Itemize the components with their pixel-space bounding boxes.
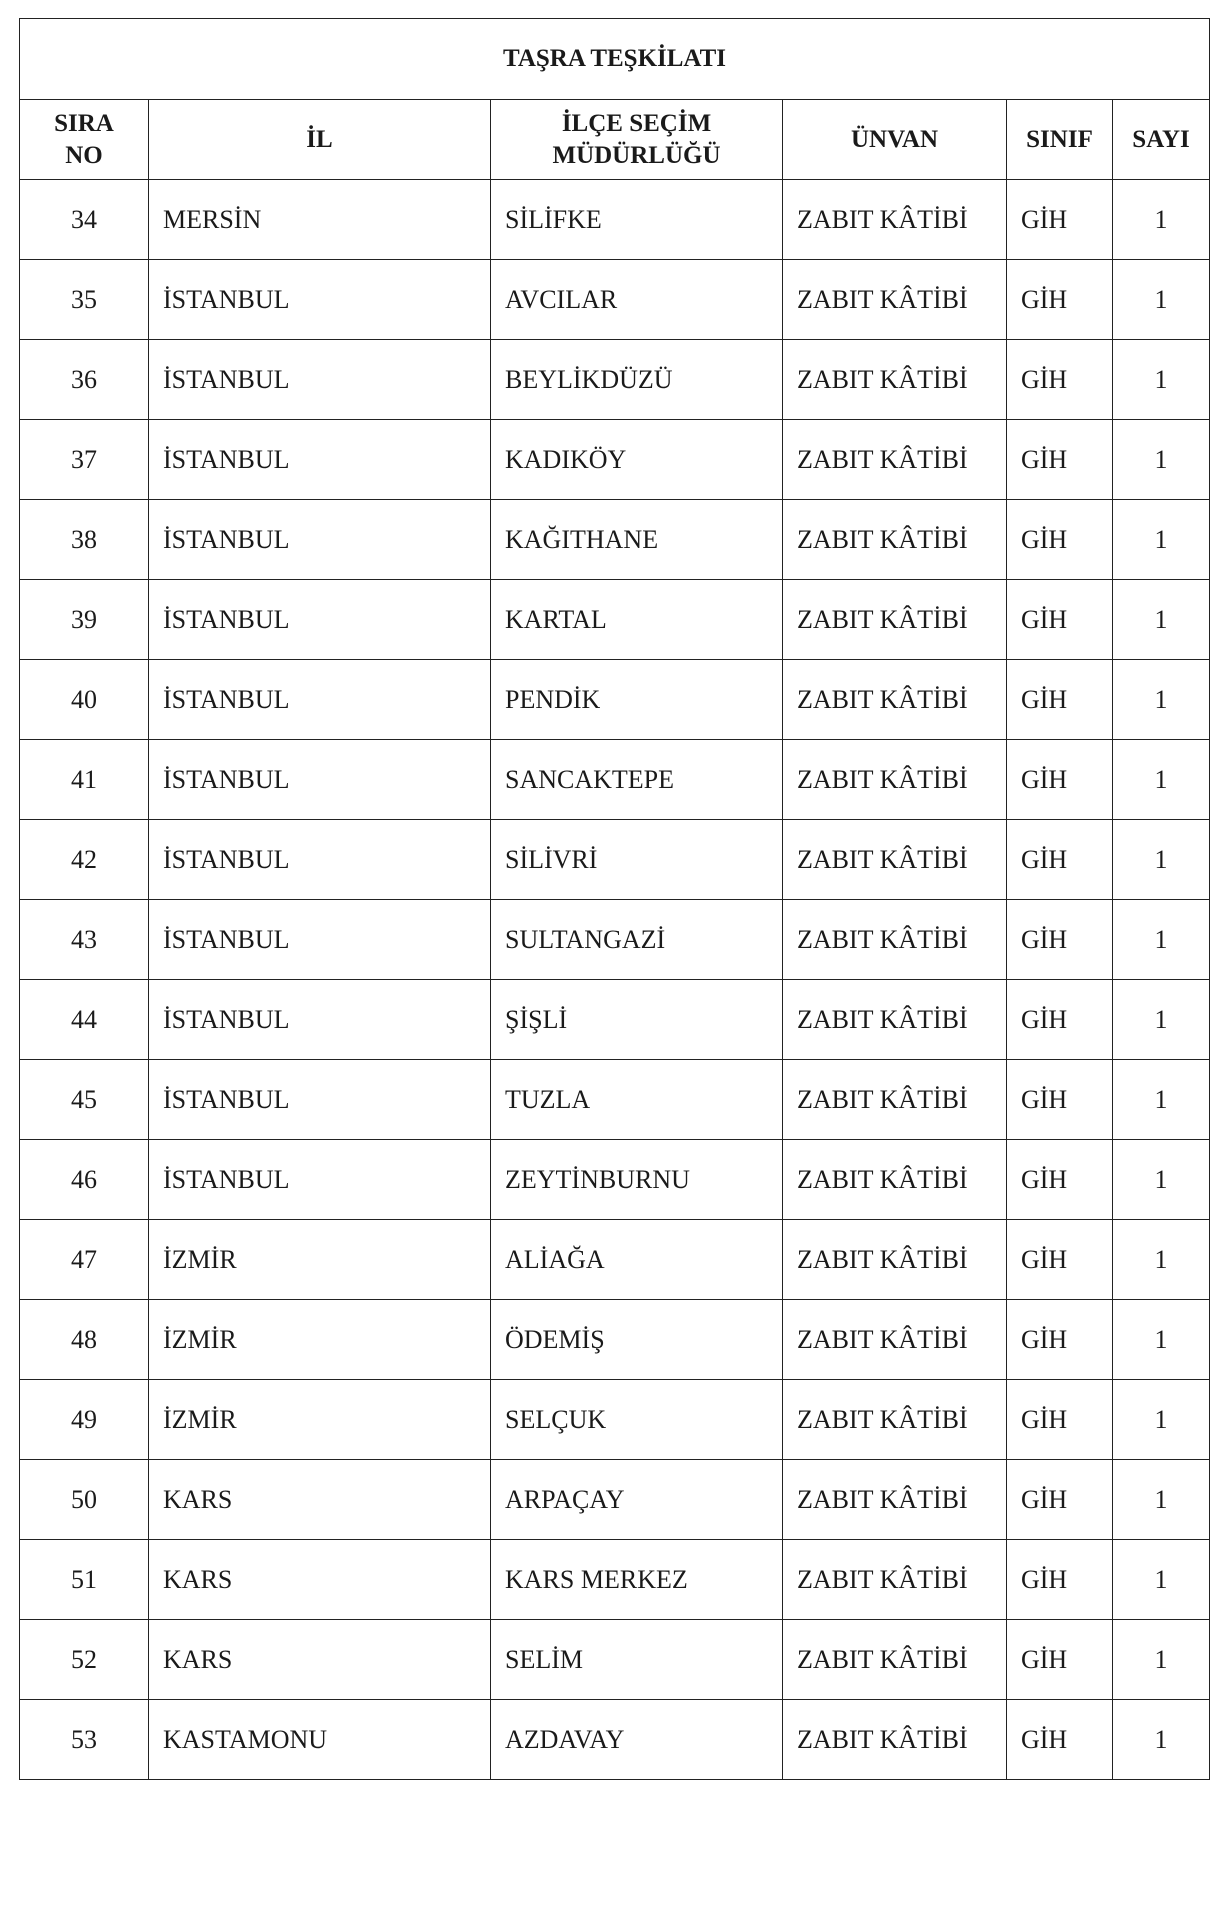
cell-sira-no: 44: [20, 980, 149, 1060]
cell-unvan: ZABIT KÂTİBİ: [783, 260, 1007, 340]
cell-ilce: KADIKÖY: [491, 420, 783, 500]
header-sinif: SINIF: [1007, 100, 1113, 180]
cell-ilce: SANCAKTEPE: [491, 740, 783, 820]
cell-unvan: ZABIT KÂTİBİ: [783, 1540, 1007, 1620]
table-body: [20, 180, 1210, 1780]
table-row: [20, 660, 1210, 740]
cell-il: İSTANBUL: [149, 1060, 491, 1140]
table-title-row: [20, 19, 1210, 100]
cell-sira-no: 41: [20, 740, 149, 820]
cell-unvan: ZABIT KÂTİBİ: [783, 980, 1007, 1060]
cell-il: İSTANBUL: [149, 340, 491, 420]
cell-sira-no: 36: [20, 340, 149, 420]
table-header-row: [20, 100, 1210, 180]
cell-sayi: 1: [1113, 900, 1210, 980]
cell-ilce: PENDİK: [491, 660, 783, 740]
cell-sira-no: 53: [20, 1700, 149, 1780]
header-sira-no: [20, 100, 149, 180]
cell-ilce: SELÇUK: [491, 1380, 783, 1460]
cell-sira-no: 47: [20, 1220, 149, 1300]
cell-ilce: KARS MERKEZ: [491, 1540, 783, 1620]
cell-sira-no: 43: [20, 900, 149, 980]
table-row: [20, 980, 1210, 1060]
header-ilce: [491, 100, 783, 180]
cell-sayi: 1: [1113, 660, 1210, 740]
cell-unvan: ZABIT KÂTİBİ: [783, 1620, 1007, 1700]
cell-il: KARS: [149, 1620, 491, 1700]
table-row: [20, 180, 1210, 260]
cell-sira-no: 48: [20, 1300, 149, 1380]
cell-sayi: 1: [1113, 1300, 1210, 1380]
cell-unvan: ZABIT KÂTİBİ: [783, 1140, 1007, 1220]
cell-sira-no: 39: [20, 580, 149, 660]
table-row: [20, 1380, 1210, 1460]
cell-sayi: 1: [1113, 1700, 1210, 1780]
cell-ilce: BEYLİKDÜZÜ: [491, 340, 783, 420]
cell-sira-no: 38: [20, 500, 149, 580]
cell-ilce: SİLİVRİ: [491, 820, 783, 900]
cell-sayi: 1: [1113, 1380, 1210, 1460]
table-row: [20, 1540, 1210, 1620]
cell-il: İSTANBUL: [149, 1140, 491, 1220]
cell-sinif: GİH: [1007, 180, 1113, 260]
cell-unvan: ZABIT KÂTİBİ: [783, 420, 1007, 500]
cell-sira-no: 34: [20, 180, 149, 260]
cell-il: KARS: [149, 1540, 491, 1620]
table-row: [20, 900, 1210, 980]
cell-il: KARS: [149, 1460, 491, 1540]
cell-unvan: ZABIT KÂTİBİ: [783, 580, 1007, 660]
cell-unvan: ZABIT KÂTİBİ: [783, 1380, 1007, 1460]
cell-ilce: TUZLA: [491, 1060, 783, 1140]
cell-sinif: GİH: [1007, 740, 1113, 820]
cell-sinif: GİH: [1007, 1220, 1113, 1300]
cell-unvan: ZABIT KÂTİBİ: [783, 500, 1007, 580]
cell-unvan: ZABIT KÂTİBİ: [783, 660, 1007, 740]
cell-ilce: ALİAĞA: [491, 1220, 783, 1300]
header-il: İL: [149, 100, 491, 180]
cell-unvan: ZABIT KÂTİBİ: [783, 1460, 1007, 1540]
cell-sinif: GİH: [1007, 1620, 1113, 1700]
staff-table: [19, 18, 1210, 1780]
cell-sayi: 1: [1113, 980, 1210, 1060]
cell-sinif: GİH: [1007, 1460, 1113, 1540]
table-row: [20, 1060, 1210, 1140]
cell-sinif: GİH: [1007, 1700, 1113, 1780]
cell-il: MERSİN: [149, 180, 491, 260]
cell-sayi: 1: [1113, 1540, 1210, 1620]
table-row: [20, 1220, 1210, 1300]
cell-unvan: ZABIT KÂTİBİ: [783, 1220, 1007, 1300]
cell-sira-no: 40: [20, 660, 149, 740]
table-row: [20, 500, 1210, 580]
cell-sinif: GİH: [1007, 580, 1113, 660]
cell-sayi: 1: [1113, 820, 1210, 900]
cell-sira-no: 35: [20, 260, 149, 340]
cell-ilce: SİLİFKE: [491, 180, 783, 260]
cell-sira-no: 49: [20, 1380, 149, 1460]
cell-ilce: ÖDEMİŞ: [491, 1300, 783, 1380]
cell-ilce: KAĞITHANE: [491, 500, 783, 580]
cell-il: İSTANBUL: [149, 660, 491, 740]
cell-sinif: GİH: [1007, 820, 1113, 900]
header-sayi: SAYI: [1113, 100, 1210, 180]
cell-sayi: 1: [1113, 420, 1210, 500]
cell-sinif: GİH: [1007, 1300, 1113, 1380]
cell-il: İZMİR: [149, 1220, 491, 1300]
table-row: [20, 1460, 1210, 1540]
cell-sinif: GİH: [1007, 1060, 1113, 1140]
cell-il: İSTANBUL: [149, 980, 491, 1060]
cell-unvan: ZABIT KÂTİBİ: [783, 1700, 1007, 1780]
cell-sinif: GİH: [1007, 660, 1113, 740]
table-row: [20, 1140, 1210, 1220]
cell-unvan: ZABIT KÂTİBİ: [783, 180, 1007, 260]
header-unvan: ÜNVAN: [783, 100, 1007, 180]
table-row: [20, 420, 1210, 500]
table-row: [20, 1620, 1210, 1700]
cell-ilce: KARTAL: [491, 580, 783, 660]
cell-sayi: 1: [1113, 340, 1210, 420]
cell-sinif: GİH: [1007, 500, 1113, 580]
cell-il: İSTANBUL: [149, 900, 491, 980]
table-row: [20, 580, 1210, 660]
cell-sinif: GİH: [1007, 980, 1113, 1060]
cell-sinif: GİH: [1007, 420, 1113, 500]
cell-sira-no: 37: [20, 420, 149, 500]
table-row: [20, 1700, 1210, 1780]
table-row: [20, 820, 1210, 900]
cell-sinif: GİH: [1007, 1540, 1113, 1620]
header-ilce-line1: İLÇE SEÇİM: [561, 109, 712, 137]
cell-sinif: GİH: [1007, 1380, 1113, 1460]
cell-il: İSTANBUL: [149, 820, 491, 900]
cell-il: KASTAMONU: [149, 1700, 491, 1780]
table-row: [20, 1300, 1210, 1380]
cell-sayi: 1: [1113, 1060, 1210, 1140]
cell-unvan: ZABIT KÂTİBİ: [783, 340, 1007, 420]
cell-il: İZMİR: [149, 1380, 491, 1460]
header-sira-line2: NO: [65, 141, 103, 169]
cell-il: İSTANBUL: [149, 500, 491, 580]
cell-sayi: 1: [1113, 580, 1210, 660]
cell-sayi: 1: [1113, 1220, 1210, 1300]
header-sira-line1: SIRA: [54, 109, 114, 137]
cell-sayi: 1: [1113, 1620, 1210, 1700]
cell-sira-no: 46: [20, 1140, 149, 1220]
cell-sira-no: 45: [20, 1060, 149, 1140]
cell-sayi: 1: [1113, 500, 1210, 580]
cell-il: İSTANBUL: [149, 740, 491, 820]
cell-il: İSTANBUL: [149, 260, 491, 340]
cell-unvan: ZABIT KÂTİBİ: [783, 1060, 1007, 1140]
cell-sayi: 1: [1113, 740, 1210, 820]
cell-sira-no: 51: [20, 1540, 149, 1620]
cell-ilce: SELİM: [491, 1620, 783, 1700]
cell-sinif: GİH: [1007, 900, 1113, 980]
cell-unvan: ZABIT KÂTİBİ: [783, 1300, 1007, 1380]
header-ilce-line2: MÜDÜRLÜĞÜ: [552, 141, 721, 169]
cell-sinif: GİH: [1007, 260, 1113, 340]
cell-sayi: 1: [1113, 1140, 1210, 1220]
cell-ilce: ŞİŞLİ: [491, 980, 783, 1060]
table-row: [20, 260, 1210, 340]
cell-sayi: 1: [1113, 1460, 1210, 1540]
cell-ilce: ZEYTİNBURNU: [491, 1140, 783, 1220]
cell-sayi: 1: [1113, 260, 1210, 340]
cell-sinif: GİH: [1007, 340, 1113, 420]
table-title: TAŞRA TEŞKİLATI: [20, 19, 1210, 100]
cell-ilce: ARPAÇAY: [491, 1460, 783, 1540]
cell-ilce: AVCILAR: [491, 260, 783, 340]
cell-sira-no: 50: [20, 1460, 149, 1540]
cell-sayi: 1: [1113, 180, 1210, 260]
cell-sira-no: 42: [20, 820, 149, 900]
cell-il: İSTANBUL: [149, 420, 491, 500]
table-row: [20, 340, 1210, 420]
cell-sira-no: 52: [20, 1620, 149, 1700]
cell-il: İZMİR: [149, 1300, 491, 1380]
cell-sinif: GİH: [1007, 1140, 1113, 1220]
table-row: [20, 740, 1210, 820]
cell-ilce: SULTANGAZİ: [491, 900, 783, 980]
cell-unvan: ZABIT KÂTİBİ: [783, 740, 1007, 820]
cell-unvan: ZABIT KÂTİBİ: [783, 820, 1007, 900]
cell-ilce: AZDAVAY: [491, 1700, 783, 1780]
cell-unvan: ZABIT KÂTİBİ: [783, 900, 1007, 980]
cell-il: İSTANBUL: [149, 580, 491, 660]
